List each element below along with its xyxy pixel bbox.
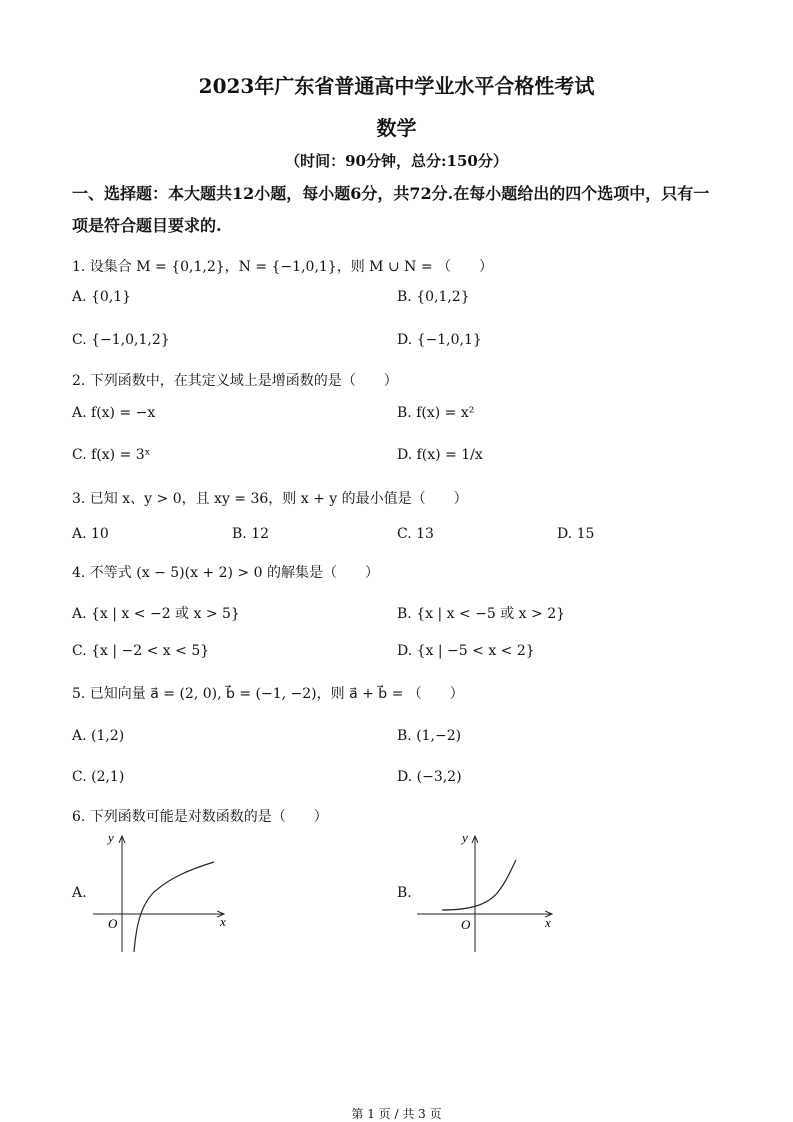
question-6-stem: 6. 下列函数可能是对数函数的是（ ） <box>72 809 328 825</box>
question-3-stem: 3. 已知 x、y > 0，且 xy = 36，则 x + y 的最小值是（ ） <box>72 491 468 507</box>
question-4-option-a: A. {x | x < −2 或 x > 5} <box>72 606 240 622</box>
question-3-option-a: A. 10 <box>72 526 109 542</box>
y-axis-label: y <box>108 830 114 845</box>
question-5-stem: 5. 已知向量 a⃗ = (2, 0), b⃗ = (−1, −2)，则 a⃗ + b⃗ = （ ） <box>72 686 464 702</box>
question-4-stem: 4. 不等式 (x − 5)(x + 2) > 0 的解集是（ ） <box>72 565 379 581</box>
question-5-option-b: B. (1,−2) <box>397 728 462 744</box>
question-5-option-a: A. (1,2) <box>72 728 125 744</box>
question-6-option-b: B. <box>397 885 412 901</box>
x-axis-label: x <box>220 914 226 929</box>
y-axis-label: y <box>462 830 468 845</box>
question-1-option-d: D. {−1,0,1} <box>397 332 482 348</box>
exam-title: 2023年广东省普通高中学业水平合格性考试 <box>198 74 595 98</box>
question-4-option-c: C. {x | −2 < x < 5} <box>72 643 210 659</box>
question-5-option-d: D. (−3,2) <box>397 769 462 785</box>
exp-curve <box>442 860 516 910</box>
log-curve <box>134 862 214 952</box>
question-6-option-a: A. <box>72 885 87 901</box>
origin-label: O <box>461 917 471 932</box>
subject-title: 数学 <box>376 116 417 140</box>
question-6-graph-a <box>88 828 238 958</box>
question-2-option-c: C. f(x) = 3ˣ <box>72 447 151 463</box>
question-3-option-d: D. 15 <box>557 526 595 542</box>
page-footer: 第 1 页 / 共 3 页 <box>351 1107 442 1121</box>
question-3-option-b: B. 12 <box>232 526 270 542</box>
question-4-option-d: D. {x | −5 < x < 2} <box>397 643 535 659</box>
question-1-option-b: B. {0,1,2} <box>397 289 470 305</box>
question-3-option-c: C. 13 <box>397 526 434 542</box>
section-heading-line2: 项是符合题目要求的. <box>72 216 222 235</box>
question-2-option-d: D. f(x) = 1/x <box>397 447 483 463</box>
question-1-option-c: C. {−1,0,1,2} <box>72 332 170 348</box>
question-2-stem: 2. 下列函数中，在其定义域上是增函数的是（ ） <box>72 373 398 389</box>
x-axis-label: x <box>545 915 551 930</box>
question-6-graph-b <box>412 828 562 958</box>
origin-label: O <box>108 916 118 931</box>
question-2-option-b: B. f(x) = x² <box>397 405 475 421</box>
question-4-option-b: B. {x | x < −5 或 x > 2} <box>397 606 566 622</box>
exam-info: （时间：90分钟，总分:150分） <box>285 152 508 170</box>
question-1-stem: 1. 设集合 M = {0,1,2}，N = {−1,0,1}，则 M ∪ N = （ ） <box>72 259 494 275</box>
section-heading-line1: 一、选择题：本大题共12小题，每小题6分，共72分.在每小题给出的四个选项中，只有一 <box>72 184 710 203</box>
question-5-option-c: C. (2,1) <box>72 769 125 785</box>
question-2-option-a: A. f(x) = −x <box>72 405 156 421</box>
question-1-option-a: A. {0,1} <box>72 289 132 305</box>
